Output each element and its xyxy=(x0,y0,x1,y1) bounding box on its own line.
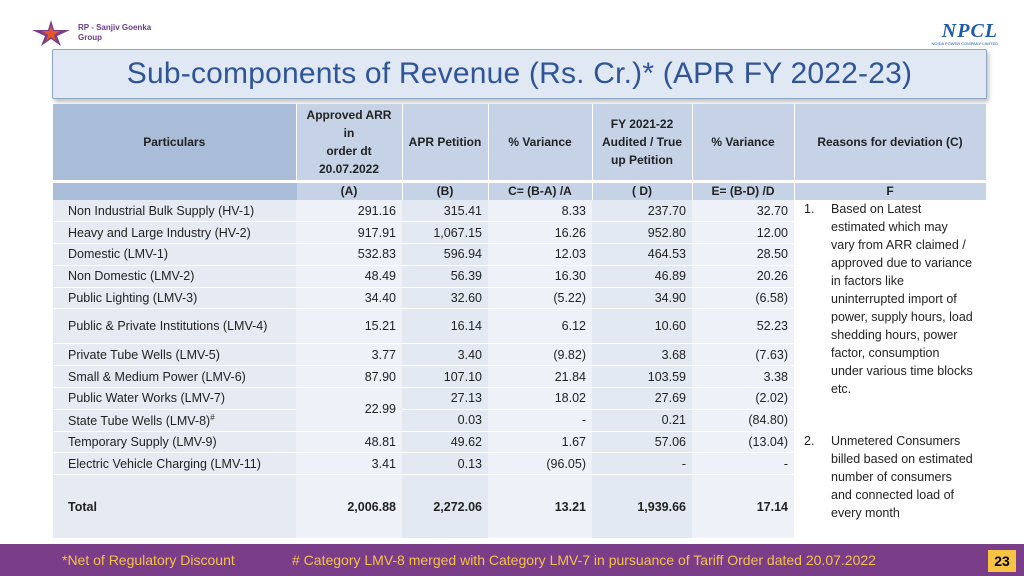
cell-e: (7.63) xyxy=(692,344,794,366)
row-name: Public & Private Institutions (LMV-4) xyxy=(53,309,296,344)
table-row xyxy=(53,200,986,222)
subheader-e: E= (B-D) /D xyxy=(692,181,794,200)
cell-d: 57.06 xyxy=(592,431,692,453)
row-name: Temporary Supply (LMV-9) xyxy=(53,431,296,453)
cell-c: (9.82) xyxy=(488,344,592,366)
cell-d: 103.59 xyxy=(592,366,692,388)
revenue-table xyxy=(53,104,987,539)
row-name: Electric Vehicle Charging (LMV-11) xyxy=(53,453,296,475)
total-label: Total xyxy=(53,475,296,539)
cell-e: (84.80) xyxy=(692,409,794,431)
row-name: Public Water Works (LMV-7) xyxy=(53,388,296,410)
npcl-logo-text: NPCL xyxy=(941,20,998,42)
subheader-b: (B) xyxy=(402,181,488,200)
cell-a: 87.90 xyxy=(296,366,402,388)
row-name: State Tube Wells (LMV-8) xyxy=(68,413,211,428)
total-d: 1,939.66 xyxy=(592,475,692,539)
npcl-logo xyxy=(931,20,998,46)
cell-c: - xyxy=(488,409,592,431)
cell-c: 21.84 xyxy=(488,366,592,388)
cell-c: 6.12 xyxy=(488,309,592,344)
cell-d: 952.80 xyxy=(592,222,692,244)
cell-a: 532.83 xyxy=(296,244,402,266)
row-name: Domestic (LMV-1) xyxy=(53,244,296,266)
cell-c: 16.30 xyxy=(488,265,592,287)
cell-a: 3.41 xyxy=(296,453,402,475)
header-arr-line-2: order dt xyxy=(326,143,372,158)
page-title: Sub-components of Revenue (Rs. Cr.)* (APR FY 2022-23) xyxy=(126,57,913,90)
table-header-row xyxy=(53,104,986,181)
header-fy xyxy=(592,104,692,181)
cell-b: 0.03 xyxy=(402,409,488,431)
cell-b: 32.60 xyxy=(402,287,488,309)
cell-b: 56.39 xyxy=(402,265,488,287)
cell-a-merged: 22.99 xyxy=(296,388,402,432)
header-reasons: Reasons for deviation (C) xyxy=(794,104,986,181)
cell-b: 107.10 xyxy=(402,366,488,388)
cell-a: 48.81 xyxy=(296,431,402,453)
row-name: Non Domestic (LMV-2) xyxy=(53,265,296,287)
cell-c: 1.67 xyxy=(488,431,592,453)
cell-d: 3.68 xyxy=(592,344,692,366)
cell-d: - xyxy=(592,453,692,475)
cell-d: 27.69 xyxy=(592,388,692,410)
header-particulars: Particulars xyxy=(53,104,296,181)
cell-e: 20.26 xyxy=(692,265,794,287)
logo-line-2: Group xyxy=(78,33,102,42)
cell-e: 52.23 xyxy=(692,309,794,344)
reason-text: Based on Latest estimated which may vary from ARR claimed / approved due to variance in factors like uninterrupted import of power, supply hours, load shedding hours, power factor, consumption under various time blocks etc. xyxy=(831,202,973,396)
total-a: 2,006.88 xyxy=(296,475,402,539)
reasons-cell xyxy=(794,200,986,539)
header-fy-line-3: up Petition xyxy=(611,152,673,167)
cell-d: 237.70 xyxy=(592,200,692,222)
merge-marker: # xyxy=(210,412,215,422)
row-name: Non Industrial Bulk Supply (HV-1) xyxy=(53,200,296,222)
logo-line-1: RP - Sanjiv Goenka xyxy=(78,23,152,32)
cell-d: 10.60 xyxy=(592,309,692,344)
row-name: Heavy and Large Industry (HV-2) xyxy=(53,222,296,244)
cell-b: 16.14 xyxy=(402,309,488,344)
reason-number: 2. xyxy=(804,434,815,448)
header-variance-2: % Variance xyxy=(692,104,794,181)
cell-e: 32.70 xyxy=(692,200,794,222)
cell-c: (5.22) xyxy=(488,287,592,309)
header-apr-petition: APR Petition xyxy=(402,104,488,181)
header-arr-line-1: Approved ARR in xyxy=(306,107,392,140)
star-logo-icon xyxy=(30,18,72,48)
cell-b: 0.13 xyxy=(402,453,488,475)
rpsg-logo xyxy=(30,18,151,48)
subheader-a: (A) xyxy=(296,181,402,200)
cell-e: (6.58) xyxy=(692,287,794,309)
cell-b: 49.62 xyxy=(402,431,488,453)
cell-a: 48.49 xyxy=(296,265,402,287)
header-variance-1: % Variance xyxy=(488,104,592,181)
cell-a: 34.40 xyxy=(296,287,402,309)
cell-a: 291.16 xyxy=(296,200,402,222)
cell-c: 8.33 xyxy=(488,200,592,222)
header-fy-line-2: Audited / True xyxy=(601,134,682,149)
cell-d: 34.90 xyxy=(592,287,692,309)
cell-b: 315.41 xyxy=(402,200,488,222)
row-name: Small & Medium Power (LMV-6) xyxy=(53,366,296,388)
header-approved-arr xyxy=(296,104,402,181)
cell-c: 18.02 xyxy=(488,388,592,410)
row-name: Private Tube Wells (LMV-5) xyxy=(53,344,296,366)
cell-c: (96.05) xyxy=(488,453,592,475)
cell-a: 917.91 xyxy=(296,222,402,244)
row-name: Public Lighting (LMV-3) xyxy=(53,287,296,309)
reason-text: Unmetered Consumers billed based on estimated number of consumers and connected load of every month xyxy=(831,434,973,520)
subheader-d: ( D) xyxy=(592,181,692,200)
cell-d: 46.89 xyxy=(592,265,692,287)
subheader-f: F xyxy=(794,181,986,200)
cell-d: 464.53 xyxy=(592,244,692,266)
cell-b: 3.40 xyxy=(402,344,488,366)
cell-e: (2.02) xyxy=(692,388,794,410)
page-number: 23 xyxy=(988,550,1016,572)
subheader-c: C= (B-A) /A xyxy=(488,181,592,200)
total-b: 2,272.06 xyxy=(402,475,488,539)
total-e: 17.14 xyxy=(692,475,794,539)
subheader-blank xyxy=(53,181,296,200)
cell-e: - xyxy=(692,453,794,475)
row-name-cell xyxy=(53,409,296,431)
footnote-regulatory: *Net of Regulatory Discount xyxy=(62,552,235,568)
npcl-logo-subtext: NOIDA POWER COMPANY LIMITED xyxy=(931,41,998,46)
cell-c: 12.03 xyxy=(488,244,592,266)
title-box xyxy=(52,49,987,99)
reasons-list xyxy=(794,200,986,539)
cell-a: 15.21 xyxy=(296,309,402,344)
table-subheader-row xyxy=(53,181,986,200)
cell-d: 0.21 xyxy=(592,409,692,431)
total-c: 13.21 xyxy=(488,475,592,539)
reason-item-1 xyxy=(804,200,974,398)
cell-c: 16.26 xyxy=(488,222,592,244)
cell-e: 12.00 xyxy=(692,222,794,244)
cell-b: 596.94 xyxy=(402,244,488,266)
cell-e: (13.04) xyxy=(692,431,794,453)
header-fy-line-1: FY 2021-22 xyxy=(610,116,674,131)
header-arr-line-3: 20.07.2022 xyxy=(318,161,380,176)
cell-b: 1,067.15 xyxy=(402,222,488,244)
cell-e: 3.38 xyxy=(692,366,794,388)
footer-bar xyxy=(0,544,1024,576)
reason-number: 1. xyxy=(804,202,815,216)
footnote-category-merge: # Category LMV-8 merged with Category LMV-7 in pursuance of Tariff Order dated 20.07.2022 xyxy=(292,552,876,568)
cell-b: 27.13 xyxy=(402,388,488,410)
cell-a: 3.77 xyxy=(296,344,402,366)
reason-item-2 xyxy=(804,432,974,522)
cell-e: 28.50 xyxy=(692,244,794,266)
